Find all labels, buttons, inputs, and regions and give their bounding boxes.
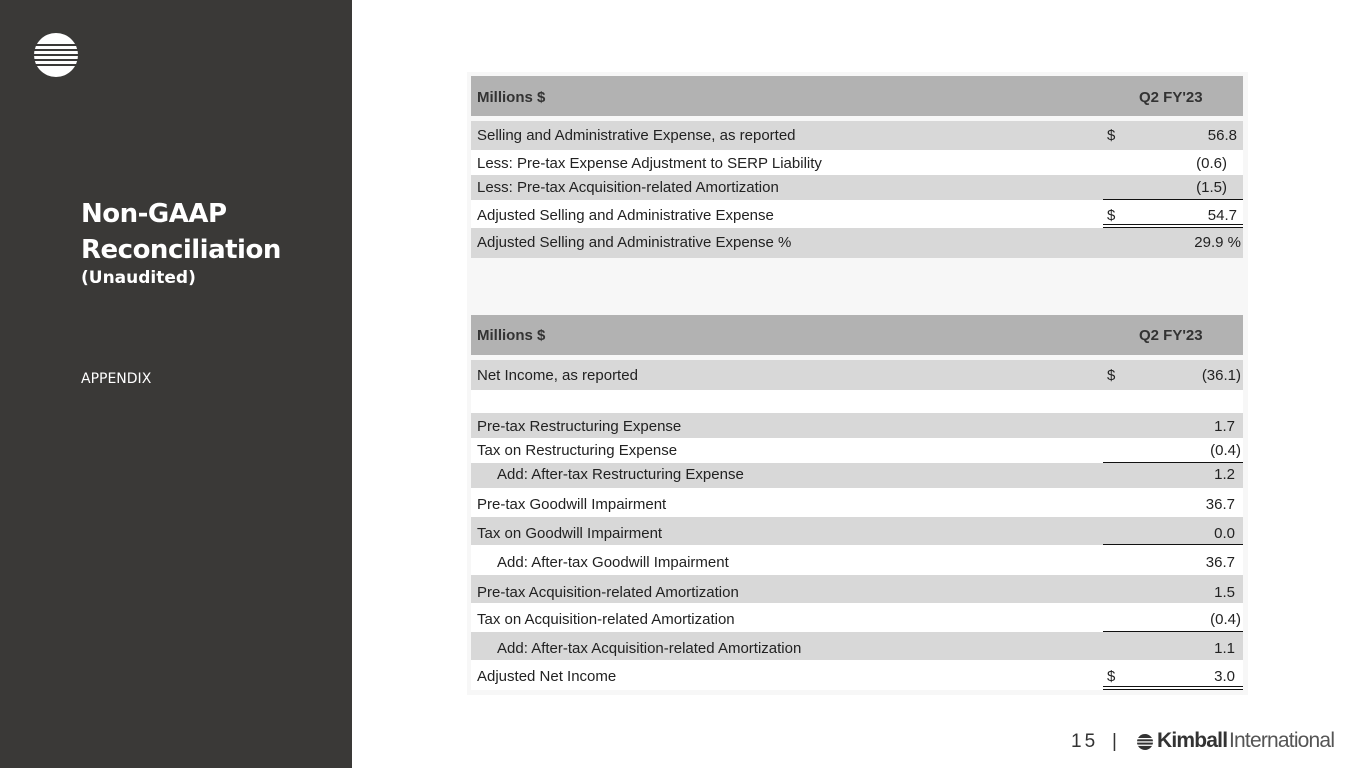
header-label: Millions $ [477, 327, 546, 344]
row-value: (0.6) [1196, 155, 1227, 172]
row-label: Tax on Acquisition-related Amortization [477, 611, 735, 628]
page-number: 15 [1071, 731, 1099, 752]
kimball-brand-icon [1137, 734, 1153, 750]
brand-name-bold: Kimball [1157, 729, 1228, 752]
spacer-row [471, 390, 1243, 413]
table-row [471, 463, 1243, 488]
row-currency: $ [1107, 127, 1116, 144]
row-label: Tax on Restructuring Expense [477, 442, 678, 459]
table-row [471, 150, 1243, 175]
header-label: Millions $ [477, 89, 546, 106]
table-row [471, 660, 1243, 690]
row-label: Pre-tax Restructuring Expense [477, 418, 682, 435]
row-value: 56.8 [1207, 127, 1237, 144]
row-label: Add: After-tax Goodwill Impairment [497, 554, 729, 571]
row-value: 36.7 [1205, 554, 1235, 571]
row-label: Adjusted Net Income [477, 668, 617, 685]
header-period: Q2 FY'23 [1139, 327, 1203, 344]
table-header [471, 315, 1243, 355]
row-label: Adjusted Selling and Administrative Expense [477, 207, 774, 224]
row-value: (36.1) [1201, 367, 1241, 384]
row-value: 0.0 [1214, 525, 1235, 542]
table-row [471, 121, 1243, 150]
net-income-reconciliation-table [471, 315, 1243, 690]
row-label: Pre-tax Acquisition-related Amortization [477, 584, 739, 601]
table-header [471, 76, 1243, 116]
row-label: Selling and Administrative Expense, as reported [477, 127, 796, 144]
sidebar [0, 0, 352, 768]
header-period: Q2 FY'23 [1139, 89, 1203, 106]
table-row [471, 413, 1243, 438]
sga-reconciliation-table [471, 76, 1243, 258]
table-row [471, 360, 1243, 390]
table-row [471, 575, 1243, 603]
row-currency: $ [1107, 668, 1116, 685]
row-value: (0.4) [1210, 611, 1241, 628]
table-row [471, 603, 1243, 632]
table-row [471, 632, 1243, 660]
table-row [471, 517, 1243, 545]
row-label: Less: Pre-tax Expense Adjustment to SERP Liability [477, 155, 822, 172]
total-double-underline [1103, 686, 1243, 690]
page-title-line2: Reconciliation [81, 235, 281, 265]
row-label: Add: After-tax Acquisition-related Amortization [497, 640, 802, 657]
footer-separator: | [1112, 731, 1117, 752]
page-title-line1: Non-GAAP [81, 199, 227, 229]
row-value: 29.9 % [1194, 234, 1241, 251]
row-value: 36.7 [1205, 496, 1235, 513]
table-row [471, 175, 1243, 200]
row-value: 1.1 [1214, 640, 1235, 657]
row-value: (1.5) [1196, 179, 1227, 196]
table-row [471, 545, 1243, 575]
row-label: Net Income, as reported [477, 367, 638, 384]
row-value: 54.7 [1207, 207, 1237, 224]
row-currency: $ [1107, 367, 1116, 384]
row-value: (0.4) [1210, 442, 1241, 459]
row-label: Add: After-tax Restructuring Expense [497, 466, 744, 483]
row-value: 1.5 [1214, 584, 1235, 601]
row-currency: $ [1107, 207, 1116, 224]
row-label: Less: Pre-tax Acquisition-related Amortization [477, 179, 779, 196]
page-title [81, 196, 281, 268]
section-label: APPENDIX [81, 371, 152, 387]
page-subtitle: (Unaudited) [81, 268, 196, 288]
table-row [471, 200, 1243, 228]
footer-brand [1137, 729, 1347, 755]
table-row [471, 488, 1243, 517]
row-label: Adjusted Selling and Administrative Expense % [477, 234, 792, 251]
row-value: 1.7 [1214, 418, 1235, 435]
row-value: 3.0 [1214, 668, 1235, 685]
row-value: 1.2 [1214, 466, 1235, 483]
row-label: Tax on Goodwill Impairment [477, 525, 663, 542]
table-row [471, 228, 1243, 258]
kimball-logo-icon [34, 33, 78, 77]
row-label: Pre-tax Goodwill Impairment [477, 496, 667, 513]
table-row [471, 438, 1243, 463]
brand-name-light: International [1229, 729, 1335, 752]
